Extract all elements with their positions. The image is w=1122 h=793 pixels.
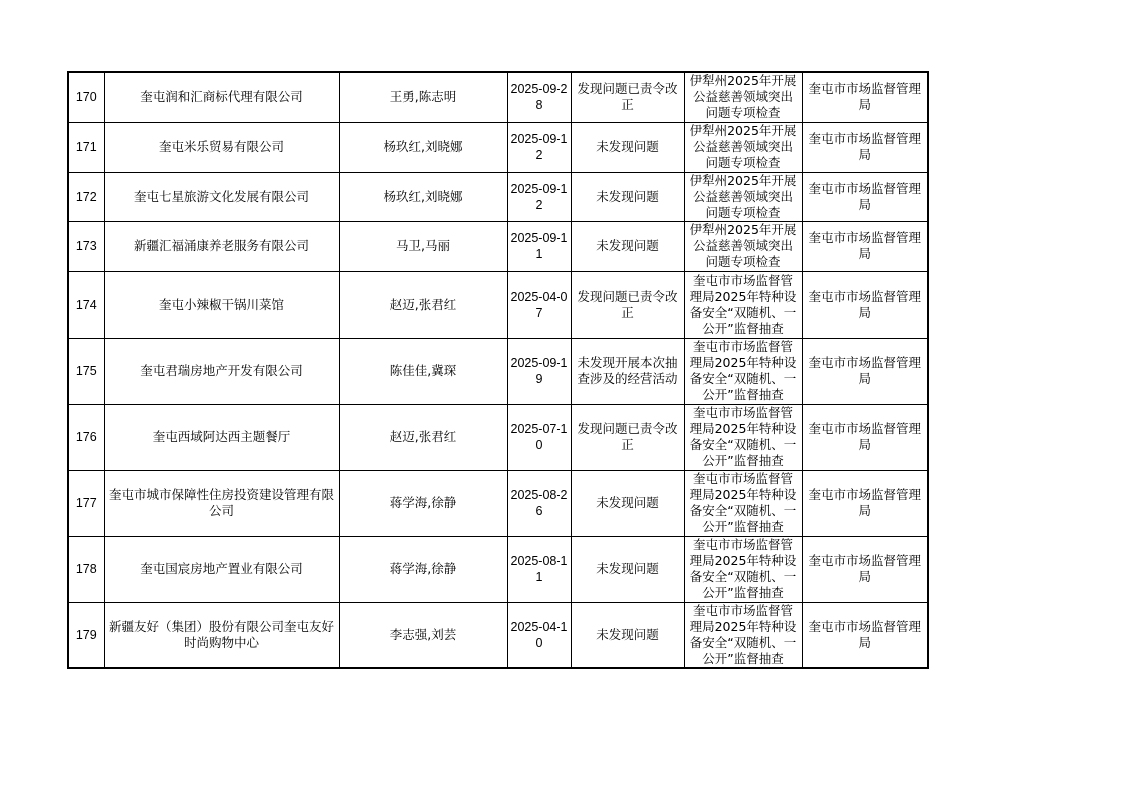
inspection-result: 发现问题已责令改正 xyxy=(571,404,684,470)
inspection-date: 2025-04-10 xyxy=(507,602,571,668)
table-row xyxy=(68,338,928,404)
inspection-task: 奎屯市市场监督管理局2025年特种设备安全“双随机、一公开”监督抽查 xyxy=(684,536,802,602)
company-name: 奎屯七星旅游文化发展有限公司 xyxy=(104,172,339,221)
table-row xyxy=(68,271,928,338)
inspection-date: 2025-09-12 xyxy=(507,122,571,172)
inspection-task: 奎屯市市场监督管理局2025年特种设备安全“双随机、一公开”监督抽查 xyxy=(684,271,802,338)
table-row xyxy=(68,602,928,668)
inspection-result: 发现问题已责令改正 xyxy=(571,271,684,338)
company-name: 新疆友好（集团）股份有限公司奎屯友好时尚购物中心 xyxy=(104,602,339,668)
row-number: 177 xyxy=(68,470,104,536)
row-number: 172 xyxy=(68,172,104,221)
inspectors: 王勇,陈志明 xyxy=(339,72,507,122)
row-number: 174 xyxy=(68,271,104,338)
inspection-result: 未发现问题 xyxy=(571,122,684,172)
inspection-task: 奎屯市市场监督管理局2025年特种设备安全“双随机、一公开”监督抽查 xyxy=(684,470,802,536)
row-number: 171 xyxy=(68,122,104,172)
inspection-records-table xyxy=(67,71,929,669)
table-row xyxy=(68,470,928,536)
inspectors: 陈佳佳,冀琛 xyxy=(339,338,507,404)
row-number: 170 xyxy=(68,72,104,122)
inspection-date: 2025-09-12 xyxy=(507,172,571,221)
table-row xyxy=(68,122,928,172)
inspection-date: 2025-08-11 xyxy=(507,536,571,602)
inspection-agency: 奎屯市市场监督管理局 xyxy=(802,122,928,172)
inspectors: 蒋学海,徐静 xyxy=(339,536,507,602)
inspection-result: 未发现问题 xyxy=(571,536,684,602)
inspection-result: 未发现问题 xyxy=(571,470,684,536)
inspection-task: 奎屯市市场监督管理局2025年特种设备安全“双随机、一公开”监督抽查 xyxy=(684,404,802,470)
inspection-agency: 奎屯市市场监督管理局 xyxy=(802,172,928,221)
inspectors: 李志强,刘芸 xyxy=(339,602,507,668)
inspection-task: 奎屯市市场监督管理局2025年特种设备安全“双随机、一公开”监督抽查 xyxy=(684,338,802,404)
company-name: 奎屯西域阿达西主题餐厅 xyxy=(104,404,339,470)
inspection-task: 伊犁州2025年开展公益慈善领域突出问题专项检查 xyxy=(684,221,802,271)
inspection-agency: 奎屯市市场监督管理局 xyxy=(802,602,928,668)
company-name: 奎屯米乐贸易有限公司 xyxy=(104,122,339,172)
inspection-result: 未发现问题 xyxy=(571,221,684,271)
inspection-result: 发现问题已责令改正 xyxy=(571,72,684,122)
inspection-date: 2025-08-26 xyxy=(507,470,571,536)
table-row xyxy=(68,172,928,221)
inspectors: 杨玖红,刘晓娜 xyxy=(339,172,507,221)
inspection-result: 未发现问题 xyxy=(571,172,684,221)
inspection-agency: 奎屯市市场监督管理局 xyxy=(802,338,928,404)
inspection-date: 2025-04-07 xyxy=(507,271,571,338)
table-row xyxy=(68,221,928,271)
company-name: 奎屯君瑞房地产开发有限公司 xyxy=(104,338,339,404)
row-number: 178 xyxy=(68,536,104,602)
inspection-agency: 奎屯市市场监督管理局 xyxy=(802,72,928,122)
company-name: 奎屯市城市保障性住房投资建设管理有限公司 xyxy=(104,470,339,536)
inspection-agency: 奎屯市市场监督管理局 xyxy=(802,536,928,602)
inspection-task: 伊犁州2025年开展公益慈善领域突出问题专项检查 xyxy=(684,172,802,221)
inspection-date: 2025-09-11 xyxy=(507,221,571,271)
company-name: 奎屯小辣椒干锅川菜馆 xyxy=(104,271,339,338)
row-number: 175 xyxy=(68,338,104,404)
row-number: 173 xyxy=(68,221,104,271)
table-row xyxy=(68,404,928,470)
row-number: 179 xyxy=(68,602,104,668)
company-name: 新疆汇福涌康养老服务有限公司 xyxy=(104,221,339,271)
inspectors: 赵迈,张君红 xyxy=(339,404,507,470)
company-name: 奎屯润和汇商标代理有限公司 xyxy=(104,72,339,122)
inspectors: 赵迈,张君红 xyxy=(339,271,507,338)
inspectors: 马卫,马丽 xyxy=(339,221,507,271)
inspection-task: 伊犁州2025年开展公益慈善领域突出问题专项检查 xyxy=(684,72,802,122)
table-row xyxy=(68,536,928,602)
table-row xyxy=(68,72,928,122)
inspectors: 蒋学海,徐静 xyxy=(339,470,507,536)
inspection-agency: 奎屯市市场监督管理局 xyxy=(802,470,928,536)
inspection-date: 2025-09-19 xyxy=(507,338,571,404)
inspection-task: 奎屯市市场监督管理局2025年特种设备安全“双随机、一公开”监督抽查 xyxy=(684,602,802,668)
inspection-agency: 奎屯市市场监督管理局 xyxy=(802,271,928,338)
row-number: 176 xyxy=(68,404,104,470)
inspection-date: 2025-09-28 xyxy=(507,72,571,122)
inspection-result: 未发现问题 xyxy=(571,602,684,668)
inspection-result: 未发现开展本次抽查涉及的经营活动 xyxy=(571,338,684,404)
inspection-agency: 奎屯市市场监督管理局 xyxy=(802,221,928,271)
inspectors: 杨玖红,刘晓娜 xyxy=(339,122,507,172)
inspection-task: 伊犁州2025年开展公益慈善领域突出问题专项检查 xyxy=(684,122,802,172)
inspection-agency: 奎屯市市场监督管理局 xyxy=(802,404,928,470)
company-name: 奎屯国宸房地产置业有限公司 xyxy=(104,536,339,602)
inspection-date: 2025-07-10 xyxy=(507,404,571,470)
